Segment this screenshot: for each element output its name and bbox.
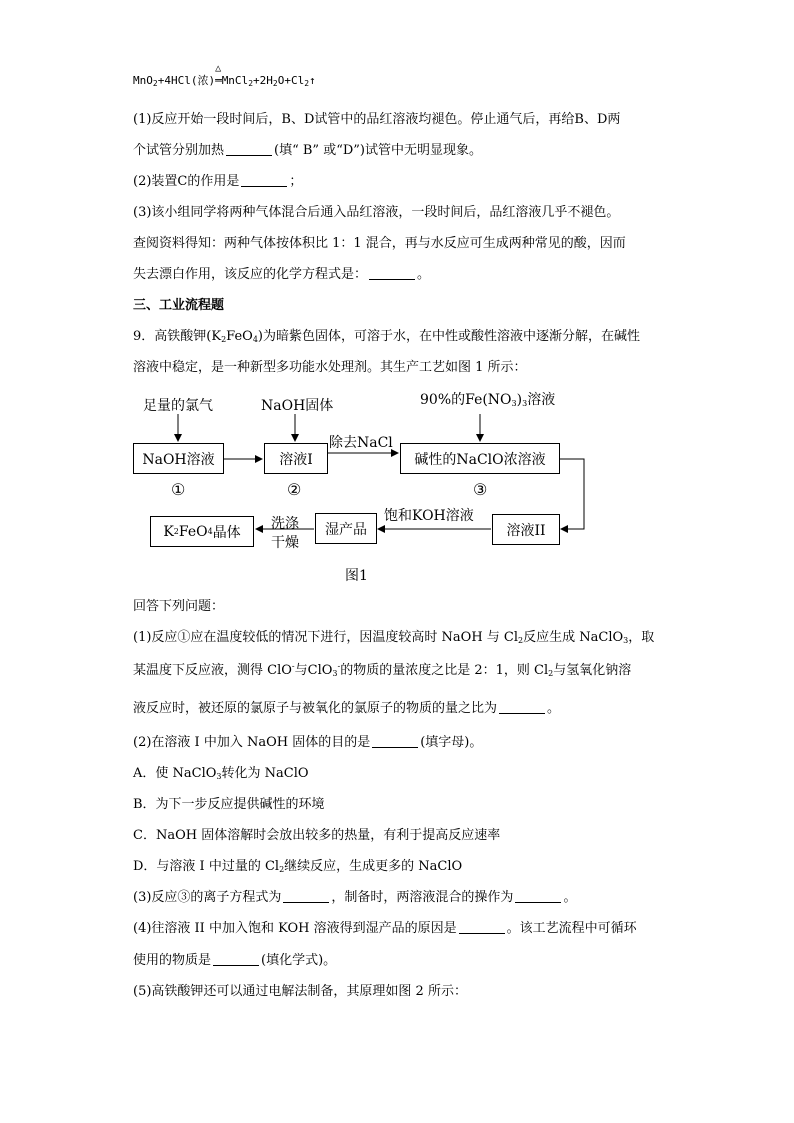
- answer-blank[interactable]: [213, 953, 259, 966]
- step-marker-2: ②: [287, 480, 302, 499]
- text: 90%的Fe(NO: [420, 392, 512, 408]
- flow-label-koh: 饱和KOH溶液: [384, 508, 474, 524]
- q8-part3-line1: (3)该小组同学将两种气体混合后通入品红溶液，一段时间后，品红溶液几乎不褪色。: [133, 205, 620, 220]
- text: FeO: [226, 329, 253, 344]
- flow-box-wet-product: 湿产品: [315, 513, 377, 544]
- q9-intro-line2: 溶液中稳定，是一种新型多功能水处理剂。其生产工艺如图 1 所示：: [133, 360, 527, 375]
- text: ，取: [628, 630, 655, 645]
- text: FeO: [178, 523, 208, 540]
- q9-part4-line2: [133, 952, 336, 970]
- text: 晶体: [212, 524, 241, 541]
- sub: 2: [548, 669, 554, 678]
- section-title: 三、工业流程题: [133, 298, 225, 313]
- sub: 3: [623, 636, 629, 645]
- text: 与: [294, 663, 308, 678]
- q9-option-d: [133, 858, 462, 876]
- text: K: [163, 523, 174, 540]
- q9-part1-line3: [133, 700, 560, 718]
- q9-part3: [133, 889, 576, 907]
- flow-label-dry: 干燥: [271, 535, 299, 551]
- flow-label-fe-nitrate: [420, 389, 555, 409]
- answer-blank[interactable]: [499, 701, 545, 714]
- text: )为暗紫色固体，可溶于水，在中性或酸性溶液中逐渐分解，在碱性: [257, 329, 640, 344]
- eq-sub: 2: [304, 79, 310, 88]
- q8-part3-line2: 查阅资料得知：两种气体按体积比 1：1 混合，再与水反应可生成两种常见的酸，因而: [133, 236, 626, 251]
- text: A．使 NaClO: [133, 766, 217, 781]
- eq-rhs: MnCl: [221, 74, 249, 87]
- text: 。: [417, 267, 431, 282]
- sub: 3: [332, 669, 338, 678]
- sub: 2: [221, 335, 227, 344]
- eq-lhs-rest: +4HCl(浓): [157, 74, 216, 87]
- text: 反应生成 NaClO: [523, 630, 624, 645]
- flow-box-k2feo4-crystal: K 2 FeO 4 晶体: [150, 516, 254, 547]
- answer-blank[interactable]: [283, 890, 329, 903]
- eq-lhs: MnO: [133, 74, 153, 87]
- text: ): [516, 392, 523, 408]
- text: 溶液: [527, 392, 556, 408]
- answer-intro: 回答下列问题：: [133, 599, 225, 614]
- sub: 4: [252, 335, 258, 344]
- text: 9．高铁酸钾(K: [133, 329, 222, 344]
- text: (4)往溶液 II 中加入饱和 KOH 溶液得到湿产品的原因是: [133, 921, 457, 936]
- flow-box-solution-1: 溶液I: [264, 443, 328, 474]
- step-marker-1: ①: [171, 480, 186, 499]
- gas-arrow: ↑: [309, 74, 316, 87]
- flow-label-naoh-solid: NaOH固体: [261, 398, 334, 414]
- text: 的物质的量浓度之比是 2：1，则 Cl: [340, 663, 549, 678]
- text: 与氢氧化钠溶: [553, 663, 632, 678]
- text: D．与溶液 I 中过量的 Cl: [133, 859, 280, 874]
- q8-part1-line1: (1)反应开始一段时间后，B、D试管中的品红溶液均褪色。停止通气后，再给B、D两: [133, 112, 621, 127]
- eq-sub: 2: [248, 79, 254, 88]
- text: 转化为 NaClO: [221, 766, 309, 781]
- q9-part5: (5)高铁酸钾还可以通过电解法制备，其原理如图 2 所示：: [133, 984, 467, 999]
- text: 使用的物质是: [133, 953, 212, 968]
- heating-condition: △ ═: [215, 72, 222, 90]
- flow-box-naclo-solution: 碱性的NaClO浓溶液: [400, 443, 560, 474]
- text: (填“ B” 或“D”)试管中无明显现象。: [274, 143, 482, 158]
- sup: -: [291, 661, 295, 671]
- text: (2)在溶液 I 中加入 NaOH 固体的目的是: [133, 735, 371, 750]
- answer-blank[interactable]: [459, 921, 505, 934]
- answer-blank[interactable]: [515, 890, 561, 903]
- sub: 3: [522, 399, 528, 408]
- sub: 3: [216, 772, 222, 781]
- text: ，制备时，两溶液混合的操作为: [331, 890, 514, 905]
- text: 。该工艺流程中可循环: [506, 921, 637, 936]
- text: 某温度下反应液，测得 ClO: [133, 663, 292, 678]
- delta-symbol: △: [215, 63, 222, 74]
- q9-option-a: [133, 765, 309, 783]
- text: (填字母)。: [420, 735, 483, 750]
- eq-sub: 2: [152, 79, 158, 88]
- sup: -: [337, 661, 341, 671]
- chlorate-ion: ClO: [307, 663, 333, 678]
- text: (2)装置C的作用是: [133, 174, 240, 189]
- eq-rhs: O+Cl: [277, 74, 305, 87]
- sub: 2: [518, 636, 524, 645]
- text: 液反应时，被还原的氯原子与被氧化的氯原子的物质的量之比为: [133, 701, 498, 716]
- q9-part1-line2: [133, 662, 631, 680]
- q9-option-c: C．NaOH 固体溶解时会放出较多的热量，有利于提高反应速率: [133, 828, 501, 843]
- flow-label-chlorine: 足量的氯气: [143, 398, 213, 414]
- text: 失去漂白作用，该反应的化学方程式是：: [133, 267, 368, 282]
- flow-box-naoh-solution: NaOH溶液: [133, 443, 224, 474]
- eq-rhs: +2H: [253, 74, 273, 87]
- text: (3)反应③的离子方程式为: [133, 890, 282, 905]
- arrow-elbow: [560, 459, 584, 529]
- text: 。: [547, 701, 561, 716]
- sub: 2: [279, 865, 285, 874]
- figure-caption: 图1: [345, 568, 368, 584]
- text: 继续反应，生成更多的 NaClO: [284, 859, 463, 874]
- flow-label-remove-nacl: 除去NaCl: [329, 435, 393, 451]
- eq-sub: 2: [272, 79, 278, 88]
- q9-part2: [133, 734, 482, 752]
- q9-option-b: B．为下一步反应提供碱性的环境: [133, 797, 325, 812]
- sub: 3: [511, 399, 517, 408]
- flow-label-wash: 洗涤: [271, 516, 299, 532]
- text: ；: [289, 174, 303, 189]
- answer-blank[interactable]: [372, 735, 418, 748]
- text: 个试管分别加热: [133, 143, 225, 158]
- flow-box-solution-2: 溶液II: [492, 514, 560, 545]
- q9-part1-line1: [133, 629, 654, 647]
- text: (1)反应①应在温度较低的情况下进行，因温度较高时 NaOH 与 Cl: [133, 630, 519, 645]
- q9-part4-line1: [133, 920, 637, 938]
- text: (填化学式)。: [261, 953, 337, 968]
- text: 。: [563, 890, 577, 905]
- step-marker-3: ③: [473, 480, 488, 499]
